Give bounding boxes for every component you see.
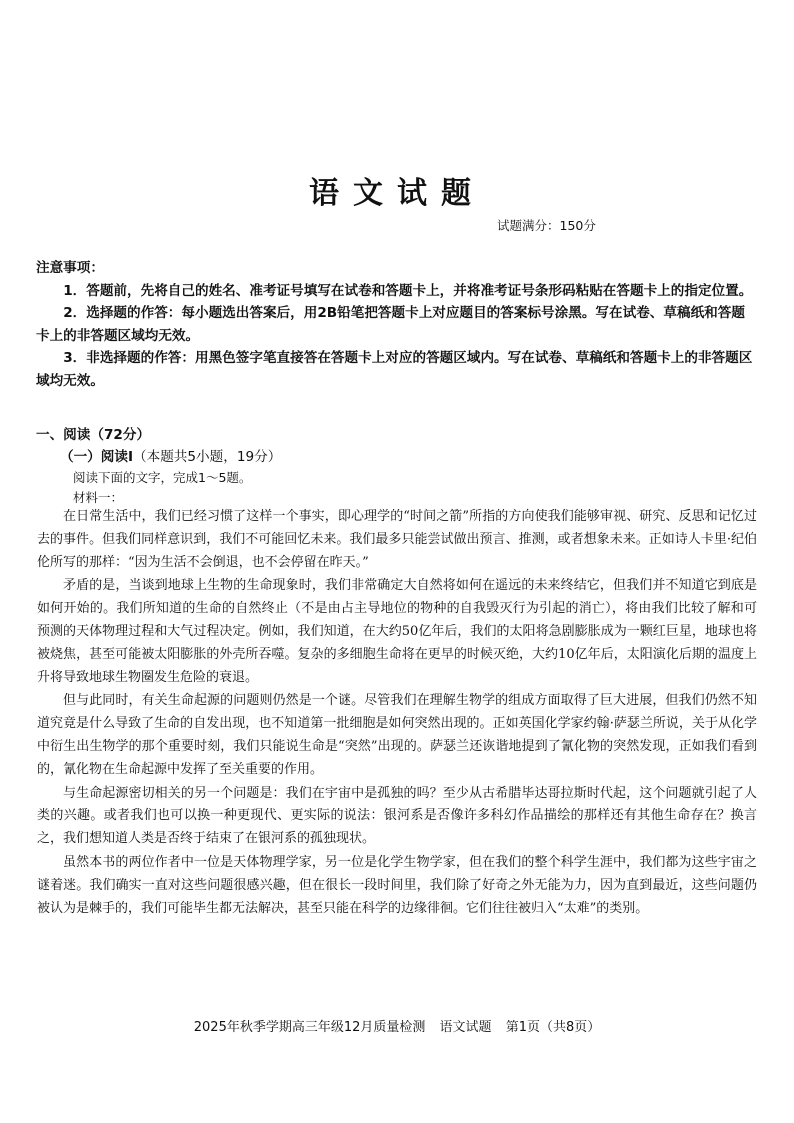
notice-heading: 注意事项：	[36, 260, 104, 276]
passage-body	[37, 506, 757, 921]
subsection-note: （本题共5小题，19分）	[133, 449, 282, 465]
page-title: 语文试题	[309, 176, 485, 211]
material-label: 材料一：	[73, 490, 124, 505]
footer-subject: 语文试题	[439, 1020, 492, 1035]
passage-paragraph: 但与此同时，有关生命起源的问题则仍然是一个谜。尽管我们在理解生物学的组成方面取得了巨大进展，但我们仍然不知道究竟是什么导致了生命的自发出现，也不知道第一批细胞是如何突然出现的。正如英国化学家约翰·萨瑟兰所说，关于从化学中衍生出生物学的那个重要时刻，我们只能说生命是“突然”出现的。萨瑟兰还诙谐地提到了氰化物的突然发现，正如我们看到的，氰化物在生命起源中发挥了至关重要的作用。	[37, 693, 757, 777]
footer-exam: 2025年秋季学期高三年级12月质量检测	[193, 1020, 426, 1035]
footer-page-number: 第1页（共8页）	[505, 1020, 601, 1035]
subsection-title	[36, 446, 758, 468]
reading-section	[36, 424, 758, 508]
page-footer	[0, 1016, 794, 1035]
subsection-label: （一）阅读Ⅰ	[60, 449, 134, 465]
notice-item: 2．选择题的作答：每小题选出答案后，用2B铅笔把答题卡上对应题目的答案标号涂黑。写在试卷、草稿纸和答题卡上的非答题区域均无效。	[36, 305, 745, 344]
passage-paragraph: 虽然本书的两位作者中一位是天体物理学家，另一位是化学生物学家，但在我们的整个科学生涯中，我们都为这些宇宙之谜着迷。我们确实一直对这些问题很感兴趣，但在很长一段时间里，我们除了好奇之外无能为力，因为直到最近，这些问题仍被认为是棘手的，我们可能毕生都无法解决，甚至只能在科学的边缘徘徊。它们往往被归入“太难”的类别。	[37, 854, 757, 916]
passage-paragraph: 矛盾的是，当谈到地球上生物的生命现象时，我们非常确定大自然将如何在遥远的未来终结它，但我们并不知道它到底是如何开始的。我们所知道的生命的自然终止（不是由占主导地位的物种的自我毁灭行为引起的消亡），将由我们比较了解和可预测的天体物理过程和大气过程决定。例如，我们知道，在大约50亿年后，我们的太阳将急剧膨胀成为一颗红巨星，地球也将被烧焦，甚至可能被太阳膨胀的外壳所吞噬。复杂的多细胞生命将在更早的时候灭绝，大约10亿年后，太阳演化后期的温度上升将导致地球生物圈发生危险的衰退。	[37, 578, 757, 685]
reading-instruction: 阅读下面的文字，完成1～5题。	[73, 470, 252, 485]
notice-item: 1．答题前，先将自己的姓名、准考证号填写在试卷和答题卡上，并将准考证号条形码粘贴在答题卡上的指定位置。	[63, 282, 753, 299]
section-title: 一、阅读（72分）	[36, 427, 151, 443]
passage-paragraph: 在日常生活中，我们已经习惯了这样一个事实，即心理学的“时间之箭”所指的方向使我们能够审视、研究、反思和记忆过去的事件。但我们同样意识到，我们不可能回忆未来。我们最多只能尝试做出预言、推测，或者想象未来。正如诗人卡里·纪伯伦所写的那样：“因为生活不会倒退，也不会停留在昨天。”	[37, 509, 757, 570]
notice-block	[36, 257, 758, 392]
passage-paragraph: 与生命起源密切相关的另一个问题是：我们在宇宙中是孤独的吗？至少从古希腊毕达哥拉斯时代起，这个问题就引起了人类的兴趣。或者我们也可以换一种更现代、更实际的说法：银河系是否像许多科幻作品描绘的那样还有其他生命存在？换言之，我们想知道人类是否终于结束了在银河系的孤独现状。	[37, 785, 757, 847]
full-score: 试题满分：150分	[497, 218, 596, 233]
notice-item: 3．非选择题的作答：用黑色签字笔直接答在答题卡上对应的答题区域内。写在试卷、草稿纸和答题卡上的非答题区域均无效。	[36, 350, 753, 389]
